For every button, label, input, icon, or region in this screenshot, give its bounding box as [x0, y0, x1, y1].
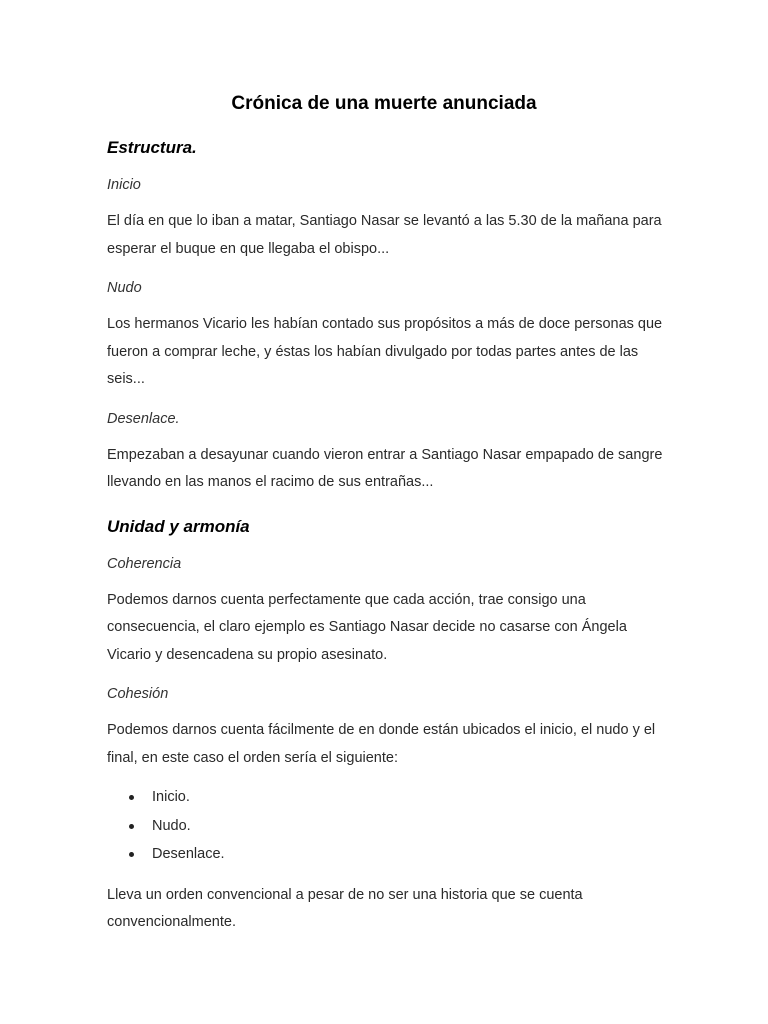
- paragraph-coherencia: Podemos darnos cuenta perfectamente que cada acción, trae consigo una consecuencia, el claro ejemplo es Santiago Nasar decide no casarse con Ángela Vicario y desencadena su propio asesinato.: [107, 591, 627, 663]
- paragraph-inicio: El día en que lo iban a matar, Santiago Nasar se levantó a las 5.30 de la mañana para esperar el buque en que llegaba el obispo...: [107, 213, 662, 257]
- list-item-label: Desenlace.: [152, 846, 225, 862]
- bullet-icon: [129, 852, 134, 857]
- order-list: [107, 783, 667, 869]
- section-heading-unidad-armonia: Unidad y armonía: [107, 516, 250, 536]
- subheading-inicio: Inicio: [107, 177, 141, 193]
- bullet-icon: [129, 824, 134, 829]
- paragraph-closing: Lleva un orden convencional a pesar de no ser una historia que se cuenta convencionalmente.: [107, 886, 583, 930]
- paragraph-cohesion: Podemos darnos cuenta fácilmente de en donde están ubicados el inicio, el nudo y el final, en este caso el orden sería el siguiente:: [107, 722, 656, 766]
- paragraph-desenlace: Empezaban a desayunar cuando vieron entrar a Santiago Nasar empapado de sangre llevando en las manos el racimo de sus entrañas...: [107, 446, 663, 490]
- paragraph-nudo: Los hermanos Vicario les habían contado sus propósitos a más de doce personas que fueron a comprar leche, y éstas los habían divulgado por todas partes antes de las seis...: [107, 316, 663, 387]
- subheading-desenlace: Desenlace.: [107, 410, 180, 427]
- list-item-label: Nudo.: [152, 817, 191, 834]
- subheading-coherencia: Coherencia: [107, 555, 182, 572]
- subheading-nudo: Nudo: [107, 280, 142, 296]
- subheading-cohesion: Cohesión: [107, 686, 169, 702]
- list-item: [107, 783, 667, 812]
- document-title: Crónica de una muerte anunciada: [231, 93, 537, 114]
- section-heading-estructura: Estructura.: [107, 138, 197, 157]
- document-body: [107, 90, 667, 937]
- list-item: [107, 812, 667, 841]
- list-item-label: Inicio.: [152, 789, 190, 805]
- list-item: [107, 840, 667, 869]
- bullet-icon: [129, 795, 134, 800]
